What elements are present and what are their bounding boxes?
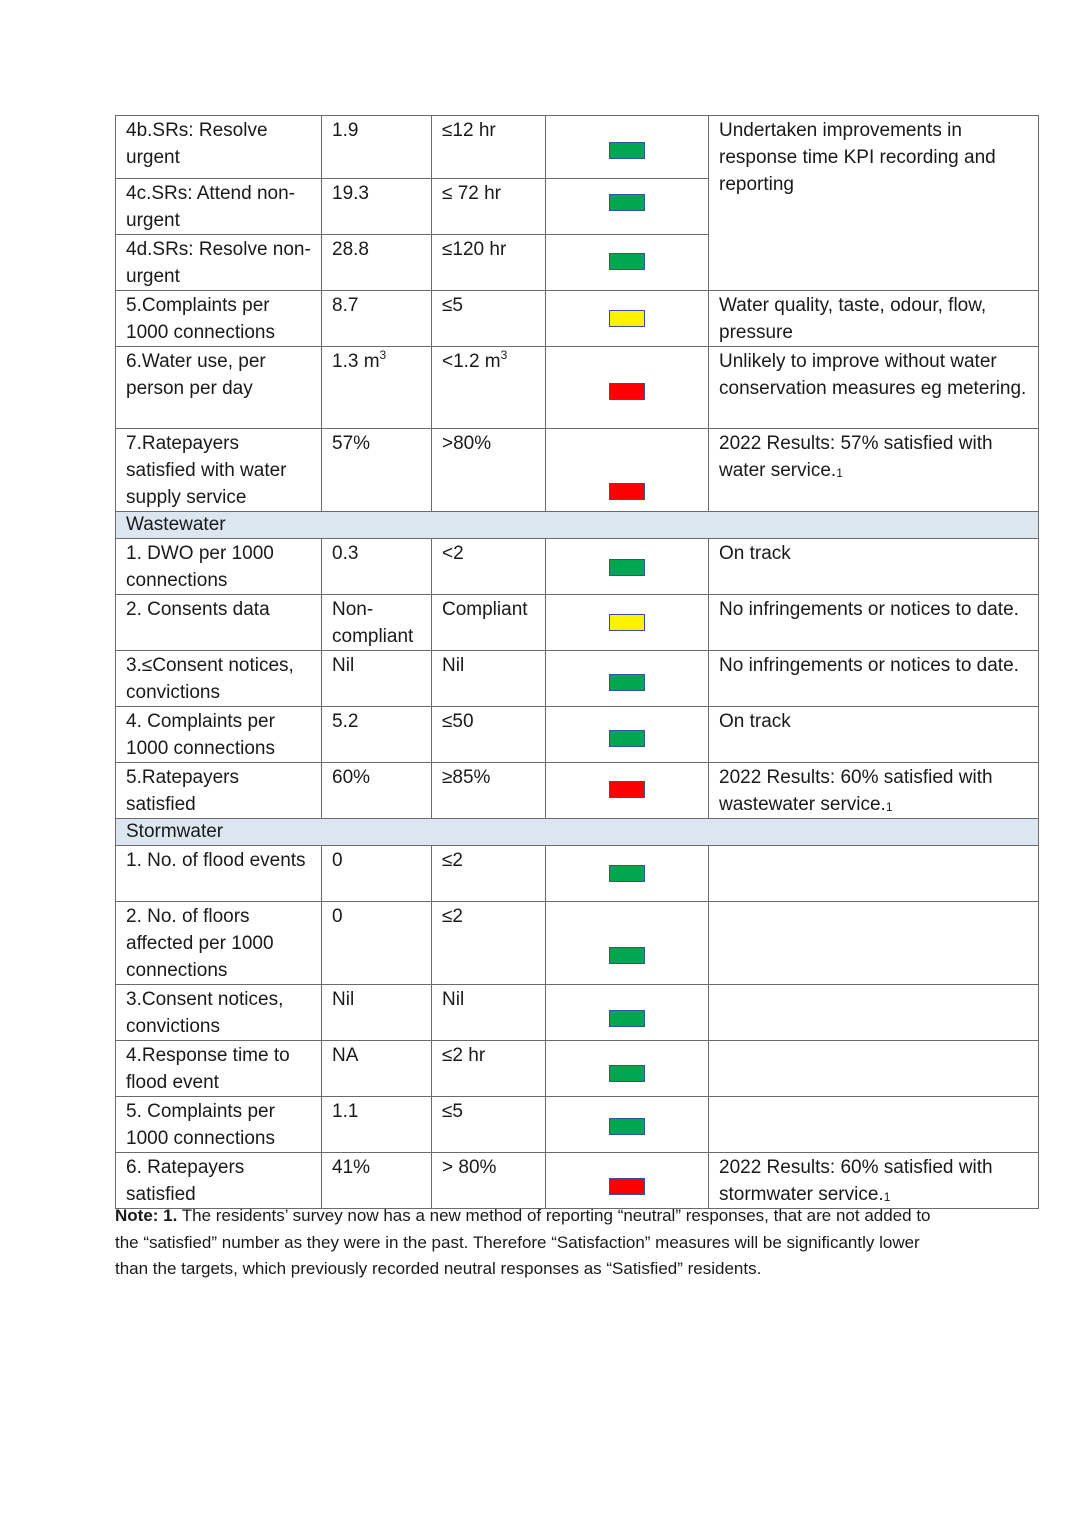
result-text: Non-compliant xyxy=(332,599,414,647)
result-text: 41% xyxy=(332,1157,371,1178)
result-cell xyxy=(322,985,432,1041)
measure-cell xyxy=(116,595,322,651)
target-cell xyxy=(432,429,546,512)
target-cell xyxy=(432,539,546,595)
target-cell xyxy=(432,291,546,347)
section-label: Stormwater xyxy=(126,821,224,842)
section-header-row xyxy=(116,512,1039,539)
comment-cell xyxy=(709,902,1039,985)
status-cell xyxy=(546,651,709,707)
status-cell xyxy=(546,539,709,595)
result-cell xyxy=(322,429,432,512)
target-text: ≤50 xyxy=(442,711,474,732)
status-swatch-red xyxy=(609,1178,645,1195)
table-row xyxy=(116,707,1039,763)
result-text: Nil xyxy=(332,989,355,1010)
status-cell xyxy=(546,1041,709,1097)
result-text: 1.9 xyxy=(332,120,359,141)
status-swatch-green xyxy=(609,1118,645,1135)
status-swatch-green xyxy=(609,865,645,882)
comment-text: Unlikely to improve without water conservation measures eg metering. xyxy=(719,351,1027,399)
status-cell xyxy=(546,116,709,179)
measure-text: 4d.SRs: Resolve non-urgent xyxy=(126,239,311,287)
table-row xyxy=(116,846,1039,902)
status-cell xyxy=(546,1153,709,1209)
status-cell xyxy=(546,235,709,291)
table-row xyxy=(116,347,1039,429)
footnote-text: The residents’ survey now has a new method of reporting “neutral” responses, that are not added to the “satisfied” number as they were in the past. Therefore “Satisfaction” measures will be significantly lower than the targets, which previously recorded neutral responses as “Satisfied” residents. xyxy=(115,1206,931,1278)
target-text: ≥85% xyxy=(442,767,491,788)
comment-cell xyxy=(709,846,1039,902)
measure-cell xyxy=(116,707,322,763)
comment-text: On track xyxy=(719,711,791,732)
status-swatch-green xyxy=(609,1065,645,1082)
status-swatch-green xyxy=(609,947,645,964)
measure-cell xyxy=(116,429,322,512)
measure-text: 7.Ratepayers satisfied with water supply service xyxy=(126,433,287,508)
measure-cell xyxy=(116,651,322,707)
status-swatch-red xyxy=(609,483,645,500)
target-cell xyxy=(432,235,546,291)
result-cell xyxy=(322,846,432,902)
measure-cell xyxy=(116,235,322,291)
table-row xyxy=(116,902,1039,985)
status-swatch-red xyxy=(609,781,645,798)
target-text: ≤2 xyxy=(442,850,463,871)
target-cell xyxy=(432,1041,546,1097)
measure-cell xyxy=(116,291,322,347)
table-row xyxy=(116,1097,1039,1153)
target-cell xyxy=(432,902,546,985)
target-text: ≤5 xyxy=(442,295,463,316)
measure-text: 4c.SRs: Attend non-urgent xyxy=(126,183,295,231)
table-row xyxy=(116,763,1039,819)
result-cell xyxy=(322,763,432,819)
table-row xyxy=(116,116,1039,179)
status-swatch-green xyxy=(609,253,645,270)
measure-cell xyxy=(116,1153,322,1209)
measure-text: 2. Consents data xyxy=(126,599,270,620)
section-header-row xyxy=(116,819,1039,846)
target-cell xyxy=(432,1153,546,1209)
measure-text: 1. No. of flood events xyxy=(126,850,306,871)
measure-text: 1. DWO per 1000 connections xyxy=(126,543,274,591)
result-text: 57% xyxy=(332,433,371,454)
target-cell xyxy=(432,651,546,707)
comment-text: 2022 Results: 57% satisfied with water service. xyxy=(719,433,993,481)
measure-text: 6. Ratepayers satisfied xyxy=(126,1157,245,1205)
comment-text: Water quality, taste, odour, flow, pressure xyxy=(719,295,987,343)
status-swatch-green xyxy=(609,559,645,576)
target-cell xyxy=(432,347,546,429)
table-row xyxy=(116,1041,1039,1097)
comment-text: Undertaken improvements in response time KPI recording and reporting xyxy=(719,120,996,195)
result-text: 1.3 m xyxy=(332,351,380,372)
result-cell xyxy=(322,235,432,291)
status-cell xyxy=(546,595,709,651)
status-swatch-green xyxy=(609,142,645,159)
measure-cell xyxy=(116,763,322,819)
result-text: 1.1 xyxy=(332,1101,359,1122)
measure-cell xyxy=(116,1097,322,1153)
comment-text: 2022 Results: 60% satisfied with stormwater service. xyxy=(719,1157,993,1205)
result-text: 0.3 xyxy=(332,543,359,564)
table-row xyxy=(116,595,1039,651)
result-cell xyxy=(322,291,432,347)
measure-text: 4b.SRs: Resolve urgent xyxy=(126,120,268,168)
result-cell xyxy=(322,595,432,651)
section-label: Wastewater xyxy=(126,514,226,535)
target-cell xyxy=(432,763,546,819)
status-cell xyxy=(546,291,709,347)
measure-text: 5.Ratepayers satisfied xyxy=(126,767,240,815)
target-text: >80% xyxy=(442,433,492,454)
status-cell xyxy=(546,429,709,512)
target-text: ≤ 72 hr xyxy=(442,183,502,204)
comment-cell xyxy=(709,595,1039,651)
status-cell xyxy=(546,902,709,985)
comment-cell xyxy=(709,539,1039,595)
status-cell xyxy=(546,846,709,902)
target-cell xyxy=(432,1097,546,1153)
measure-text: 6.Water use, per person per day xyxy=(126,351,266,399)
measure-cell xyxy=(116,985,322,1041)
table-row xyxy=(116,651,1039,707)
comment-cell xyxy=(709,707,1039,763)
result-cell xyxy=(322,539,432,595)
target-text: <1.2 m xyxy=(442,351,501,372)
measure-text: 5.Complaints per 1000 connections xyxy=(126,295,275,343)
status-cell xyxy=(546,347,709,429)
status-swatch-green xyxy=(609,1010,645,1027)
measure-cell xyxy=(116,846,322,902)
measure-text: 4. Complaints per 1000 connections xyxy=(126,711,275,759)
result-text: 28.8 xyxy=(332,239,369,260)
result-text: 0 xyxy=(332,850,343,871)
status-cell xyxy=(546,707,709,763)
comment-cell xyxy=(709,347,1039,429)
measure-cell xyxy=(116,347,322,429)
comment-cell xyxy=(709,429,1039,512)
unit-superscript: 3 xyxy=(379,347,387,362)
footnote-ref: 1 xyxy=(836,466,843,480)
result-text: 5.2 xyxy=(332,711,359,732)
comment-cell xyxy=(709,1153,1039,1209)
result-cell xyxy=(322,116,432,179)
measure-cell xyxy=(116,116,322,179)
comment-cell xyxy=(709,763,1039,819)
footnote-ref: 1 xyxy=(885,800,893,814)
measure-cell xyxy=(116,539,322,595)
target-text: ≤2 xyxy=(442,906,463,927)
measure-text: 5. Complaints per 1000 connections xyxy=(126,1101,275,1149)
target-cell xyxy=(432,707,546,763)
section-header-cell xyxy=(116,819,1039,846)
comment-text: On track xyxy=(719,543,791,564)
table-row xyxy=(116,1153,1039,1209)
comment-cell xyxy=(709,291,1039,347)
status-cell xyxy=(546,1097,709,1153)
target-cell xyxy=(432,595,546,651)
target-text: > 80% xyxy=(442,1157,497,1178)
result-cell xyxy=(322,1153,432,1209)
comment-cell xyxy=(709,1041,1039,1097)
status-cell xyxy=(546,763,709,819)
result-text: 60% xyxy=(332,767,371,788)
footnote-label: Note: 1. xyxy=(115,1206,178,1225)
measure-cell xyxy=(116,179,322,235)
footnote-ref: 1 xyxy=(883,1190,891,1204)
table-row xyxy=(116,291,1039,347)
result-text: 8.7 xyxy=(332,295,359,316)
kpi-table-body xyxy=(116,116,1039,1209)
unit-superscript: 3 xyxy=(500,347,508,362)
status-swatch-yellow xyxy=(609,614,645,631)
status-swatch-green xyxy=(609,730,645,747)
target-cell xyxy=(432,179,546,235)
target-text: ≤120 hr xyxy=(442,239,507,260)
comment-cell xyxy=(709,651,1039,707)
comment-text: No infringements or notices to date. xyxy=(719,599,1019,620)
result-cell xyxy=(322,179,432,235)
measure-text: 3.Consent notices, convictions xyxy=(126,989,284,1037)
measure-text: 4.Response time to flood event xyxy=(126,1045,290,1093)
target-text: Nil xyxy=(442,655,465,676)
result-text: 19.3 xyxy=(332,183,369,204)
footnote xyxy=(115,1203,955,1283)
measure-cell xyxy=(116,1041,322,1097)
comment-cell xyxy=(709,116,1039,291)
target-cell xyxy=(432,985,546,1041)
result-text: 0 xyxy=(332,906,343,927)
status-swatch-green xyxy=(609,194,645,211)
target-text: Nil xyxy=(442,989,465,1010)
comment-cell xyxy=(709,985,1039,1041)
measure-text: 3.≤Consent notices, convictions xyxy=(126,655,294,703)
measure-text: 2. No. of floors affected per 1000 connections xyxy=(126,906,274,981)
status-cell xyxy=(546,179,709,235)
result-text: NA xyxy=(332,1045,359,1066)
target-cell xyxy=(432,116,546,179)
table-row xyxy=(116,429,1039,512)
target-text: ≤12 hr xyxy=(442,120,496,141)
result-cell xyxy=(322,1097,432,1153)
status-cell xyxy=(546,985,709,1041)
target-text: <2 xyxy=(442,543,464,564)
result-cell xyxy=(322,902,432,985)
table-row xyxy=(116,539,1039,595)
result-cell xyxy=(322,707,432,763)
status-swatch-green xyxy=(609,674,645,691)
comment-text: 2022 Results: 60% satisfied with wastewater service. xyxy=(719,767,993,815)
target-text: Compliant xyxy=(442,599,528,620)
target-text: ≤5 xyxy=(442,1101,463,1122)
table-row xyxy=(116,985,1039,1041)
measure-cell xyxy=(116,902,322,985)
section-header-cell xyxy=(116,512,1039,539)
kpi-table xyxy=(115,115,1039,1209)
result-cell xyxy=(322,1041,432,1097)
comment-cell xyxy=(709,1097,1039,1153)
result-cell xyxy=(322,651,432,707)
comment-text: No infringements or notices to date. xyxy=(719,655,1019,676)
result-cell xyxy=(322,347,432,429)
result-text: Nil xyxy=(332,655,355,676)
status-swatch-yellow xyxy=(609,310,645,327)
status-swatch-red xyxy=(609,383,645,400)
target-cell xyxy=(432,846,546,902)
target-text: ≤2 hr xyxy=(442,1045,486,1066)
